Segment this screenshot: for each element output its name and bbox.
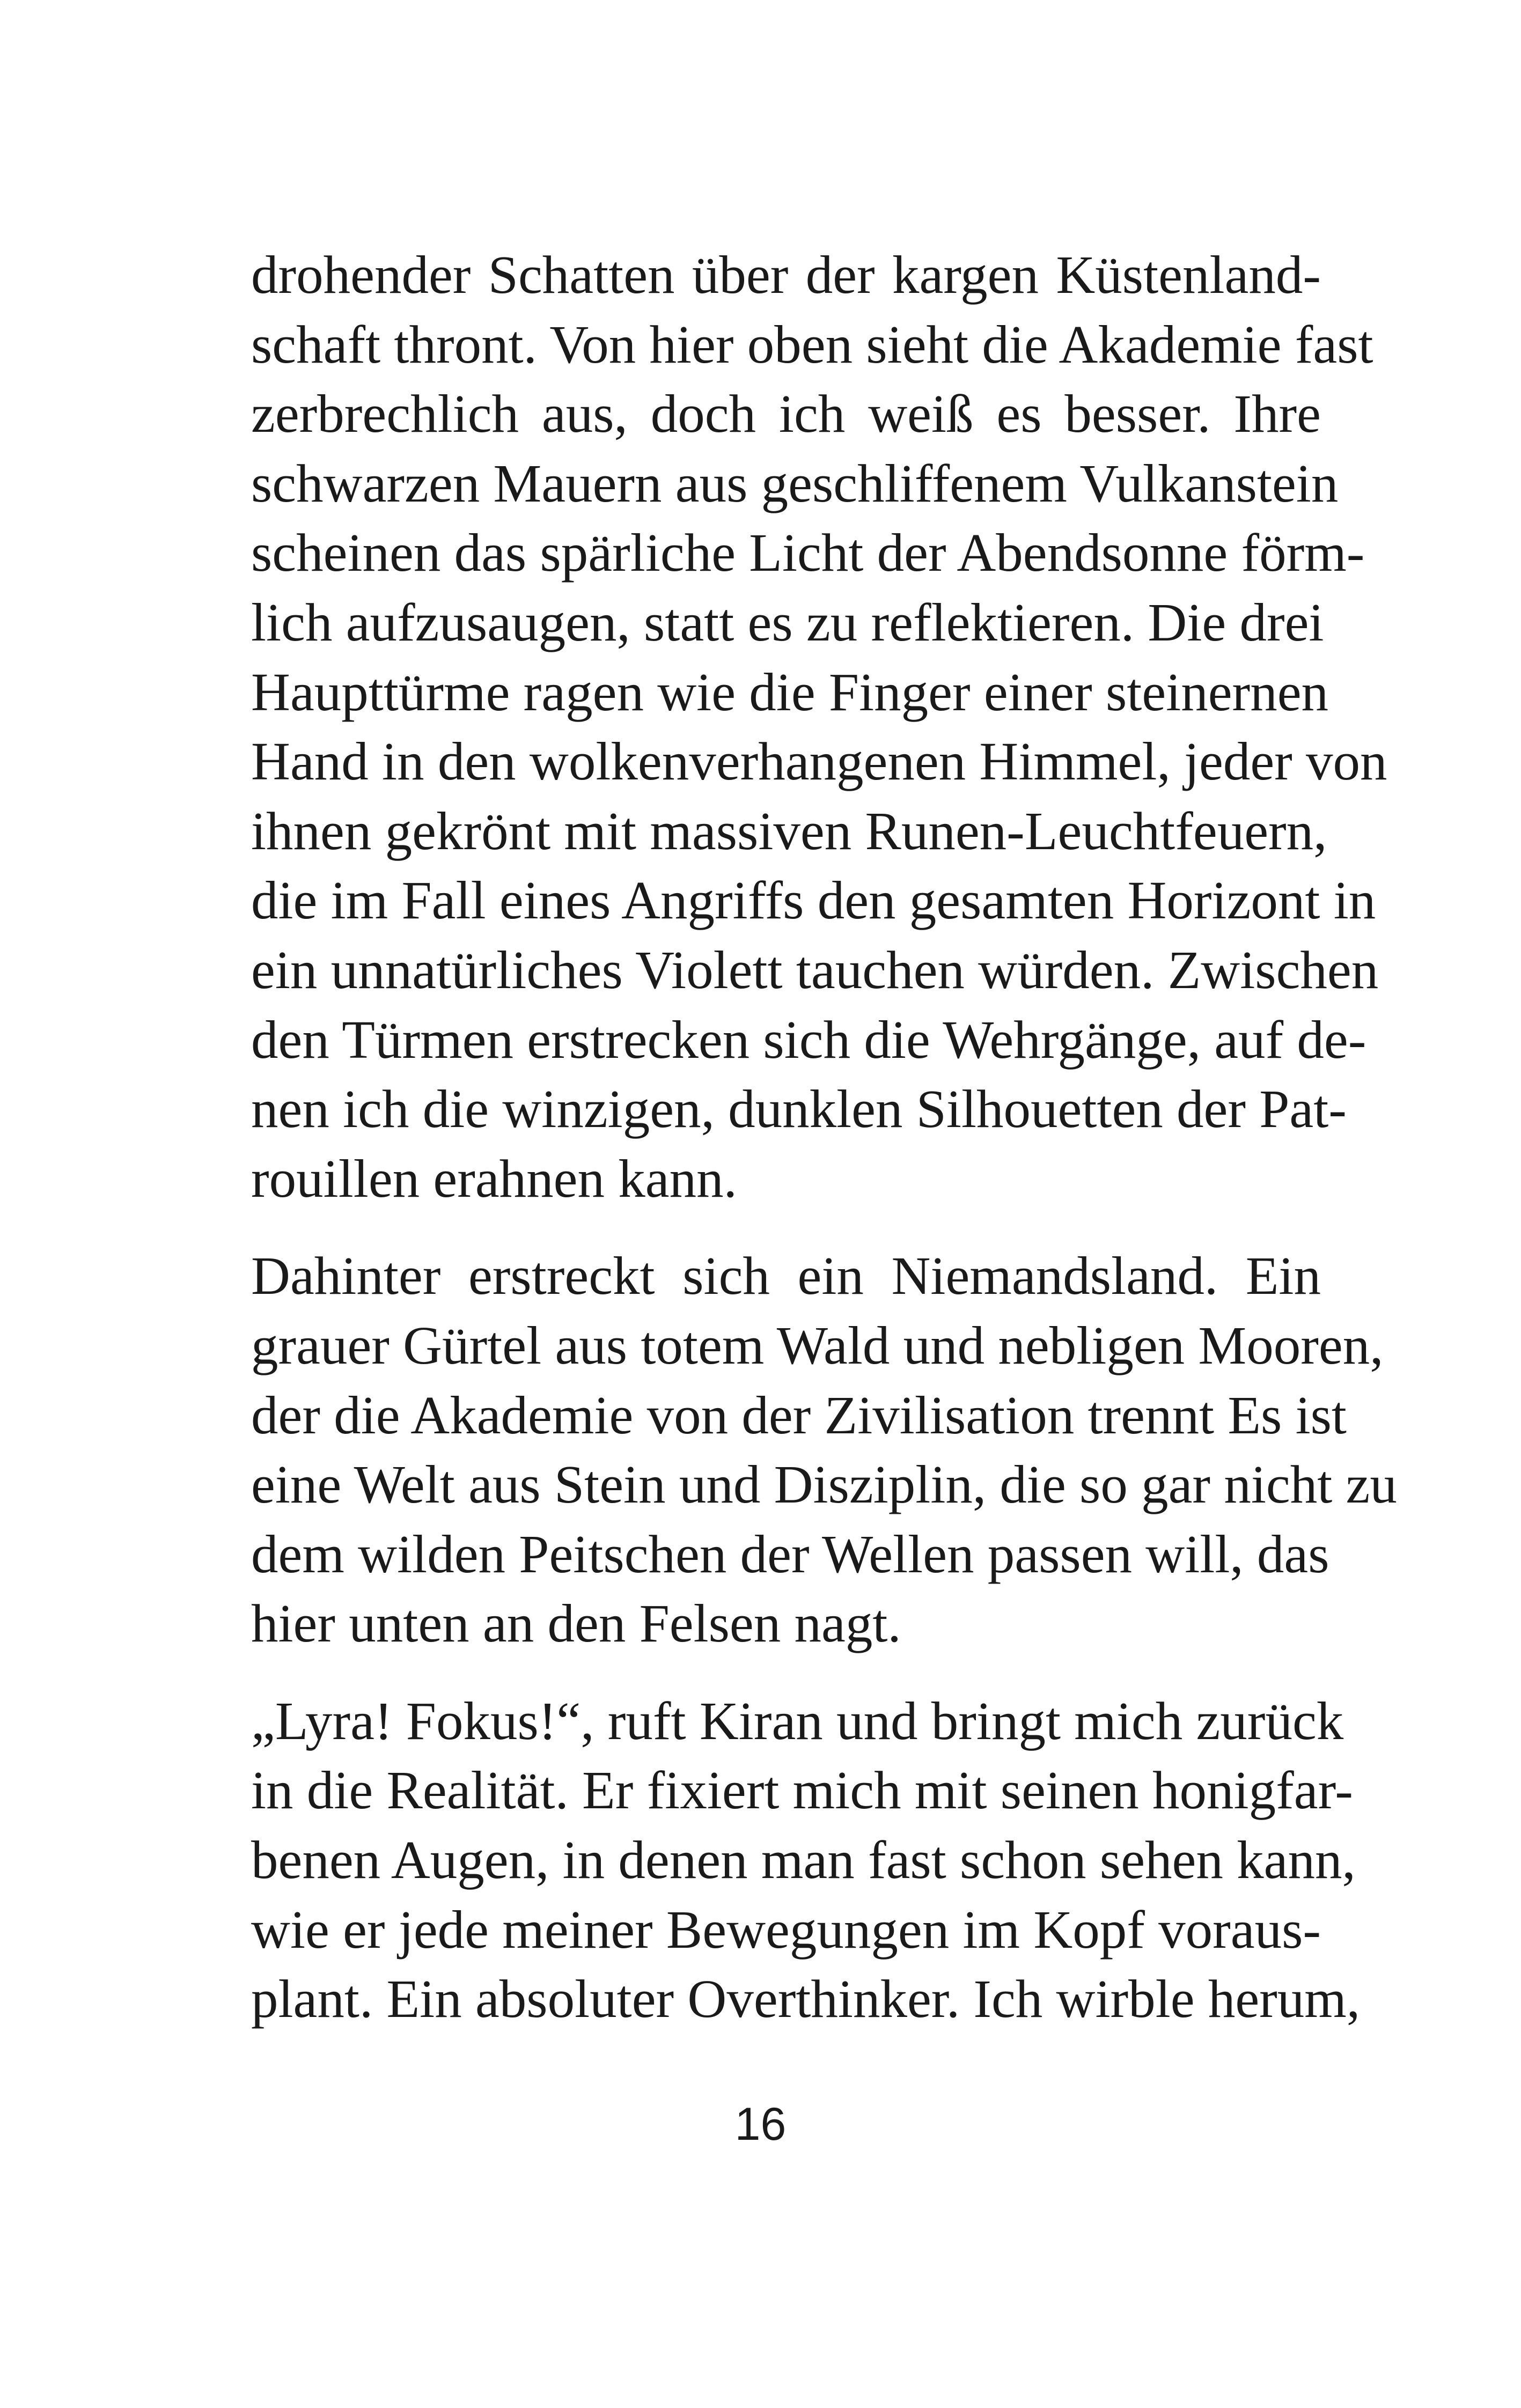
text-line: eine Welt aus Stein und Disziplin, die so gar nicht zu [251,1454,1397,1515]
body-text [251,240,1397,2034]
text-line: dem wilden Peitschen der Wellen passen will, das [251,1523,1329,1584]
text-line: zerbrechlich aus, doch ich weiß es besser. Ihre [251,384,1321,444]
paragraph-3 [251,1687,1361,2034]
text-line: Dahinter erstreckt sich ein Niemandsland. Ein [251,1246,1321,1306]
page-number: 16 [734,2098,787,2150]
text-line: hier unten an den Felsen nagt. [251,1593,901,1654]
text-line: der die Akademie von der Zivilisation trennt Es ist [251,1385,1347,1445]
text-line: plant. Ein absoluter Overthinker. Ich wirble herum, [251,1969,1361,2029]
text-line: Haupttürme ragen wie die Finger einer steinernen [251,661,1329,722]
text-line: den Türmen erstrecken sich die Wehrgänge, auf de- [251,1009,1366,1070]
text-line: lich aufzusaugen, statt es zu reflektieren. Die drei [251,592,1324,652]
text-line: Hand in den wolkenverhangenen Himmel, jeder von [251,731,1387,792]
text-line: grauer Gürtel aus totem Wald und nebligen Mooren, [251,1315,1384,1375]
paragraph-2 [251,1241,1397,1659]
text-line: benen Augen, in denen man fast schon sehen kann, [251,1830,1356,1890]
text-line: nen ich die winzigen, dunklen Silhouetten der Pat- [251,1079,1347,1139]
text-line: ein unnatürliches Violett tauchen würden. Zwischen [251,939,1379,1000]
text-line: in die Realität. Er fixiert mich mit seinen honigfar- [251,1760,1353,1821]
text-line: ihnen gekrönt mit massiven Runen-Leuchtfeuern, [251,800,1327,861]
paragraph-1 [251,240,1387,1213]
text-line: schaft thront. Von hier oben sieht die Akademie fast [251,314,1373,374]
text-line: die im Fall eines Angriffs den gesamten Horizont in [251,870,1376,931]
text-line: rouillen erahnen kann. [251,1148,737,1209]
text-line: scheinen das spärliche Licht der Abendsonne förm- [251,522,1365,583]
text-line: „Lyra! Fokus!“, ruft Kiran und bringt mich zurück [251,1690,1344,1751]
text-line: schwarzen Mauern aus geschliffenem Vulkanstein [251,453,1339,513]
text-line: drohender Schatten über der kargen Küstenland- [251,245,1321,305]
text-line: wie er jede meiner Bewegungen im Kopf voraus- [251,1899,1321,1960]
